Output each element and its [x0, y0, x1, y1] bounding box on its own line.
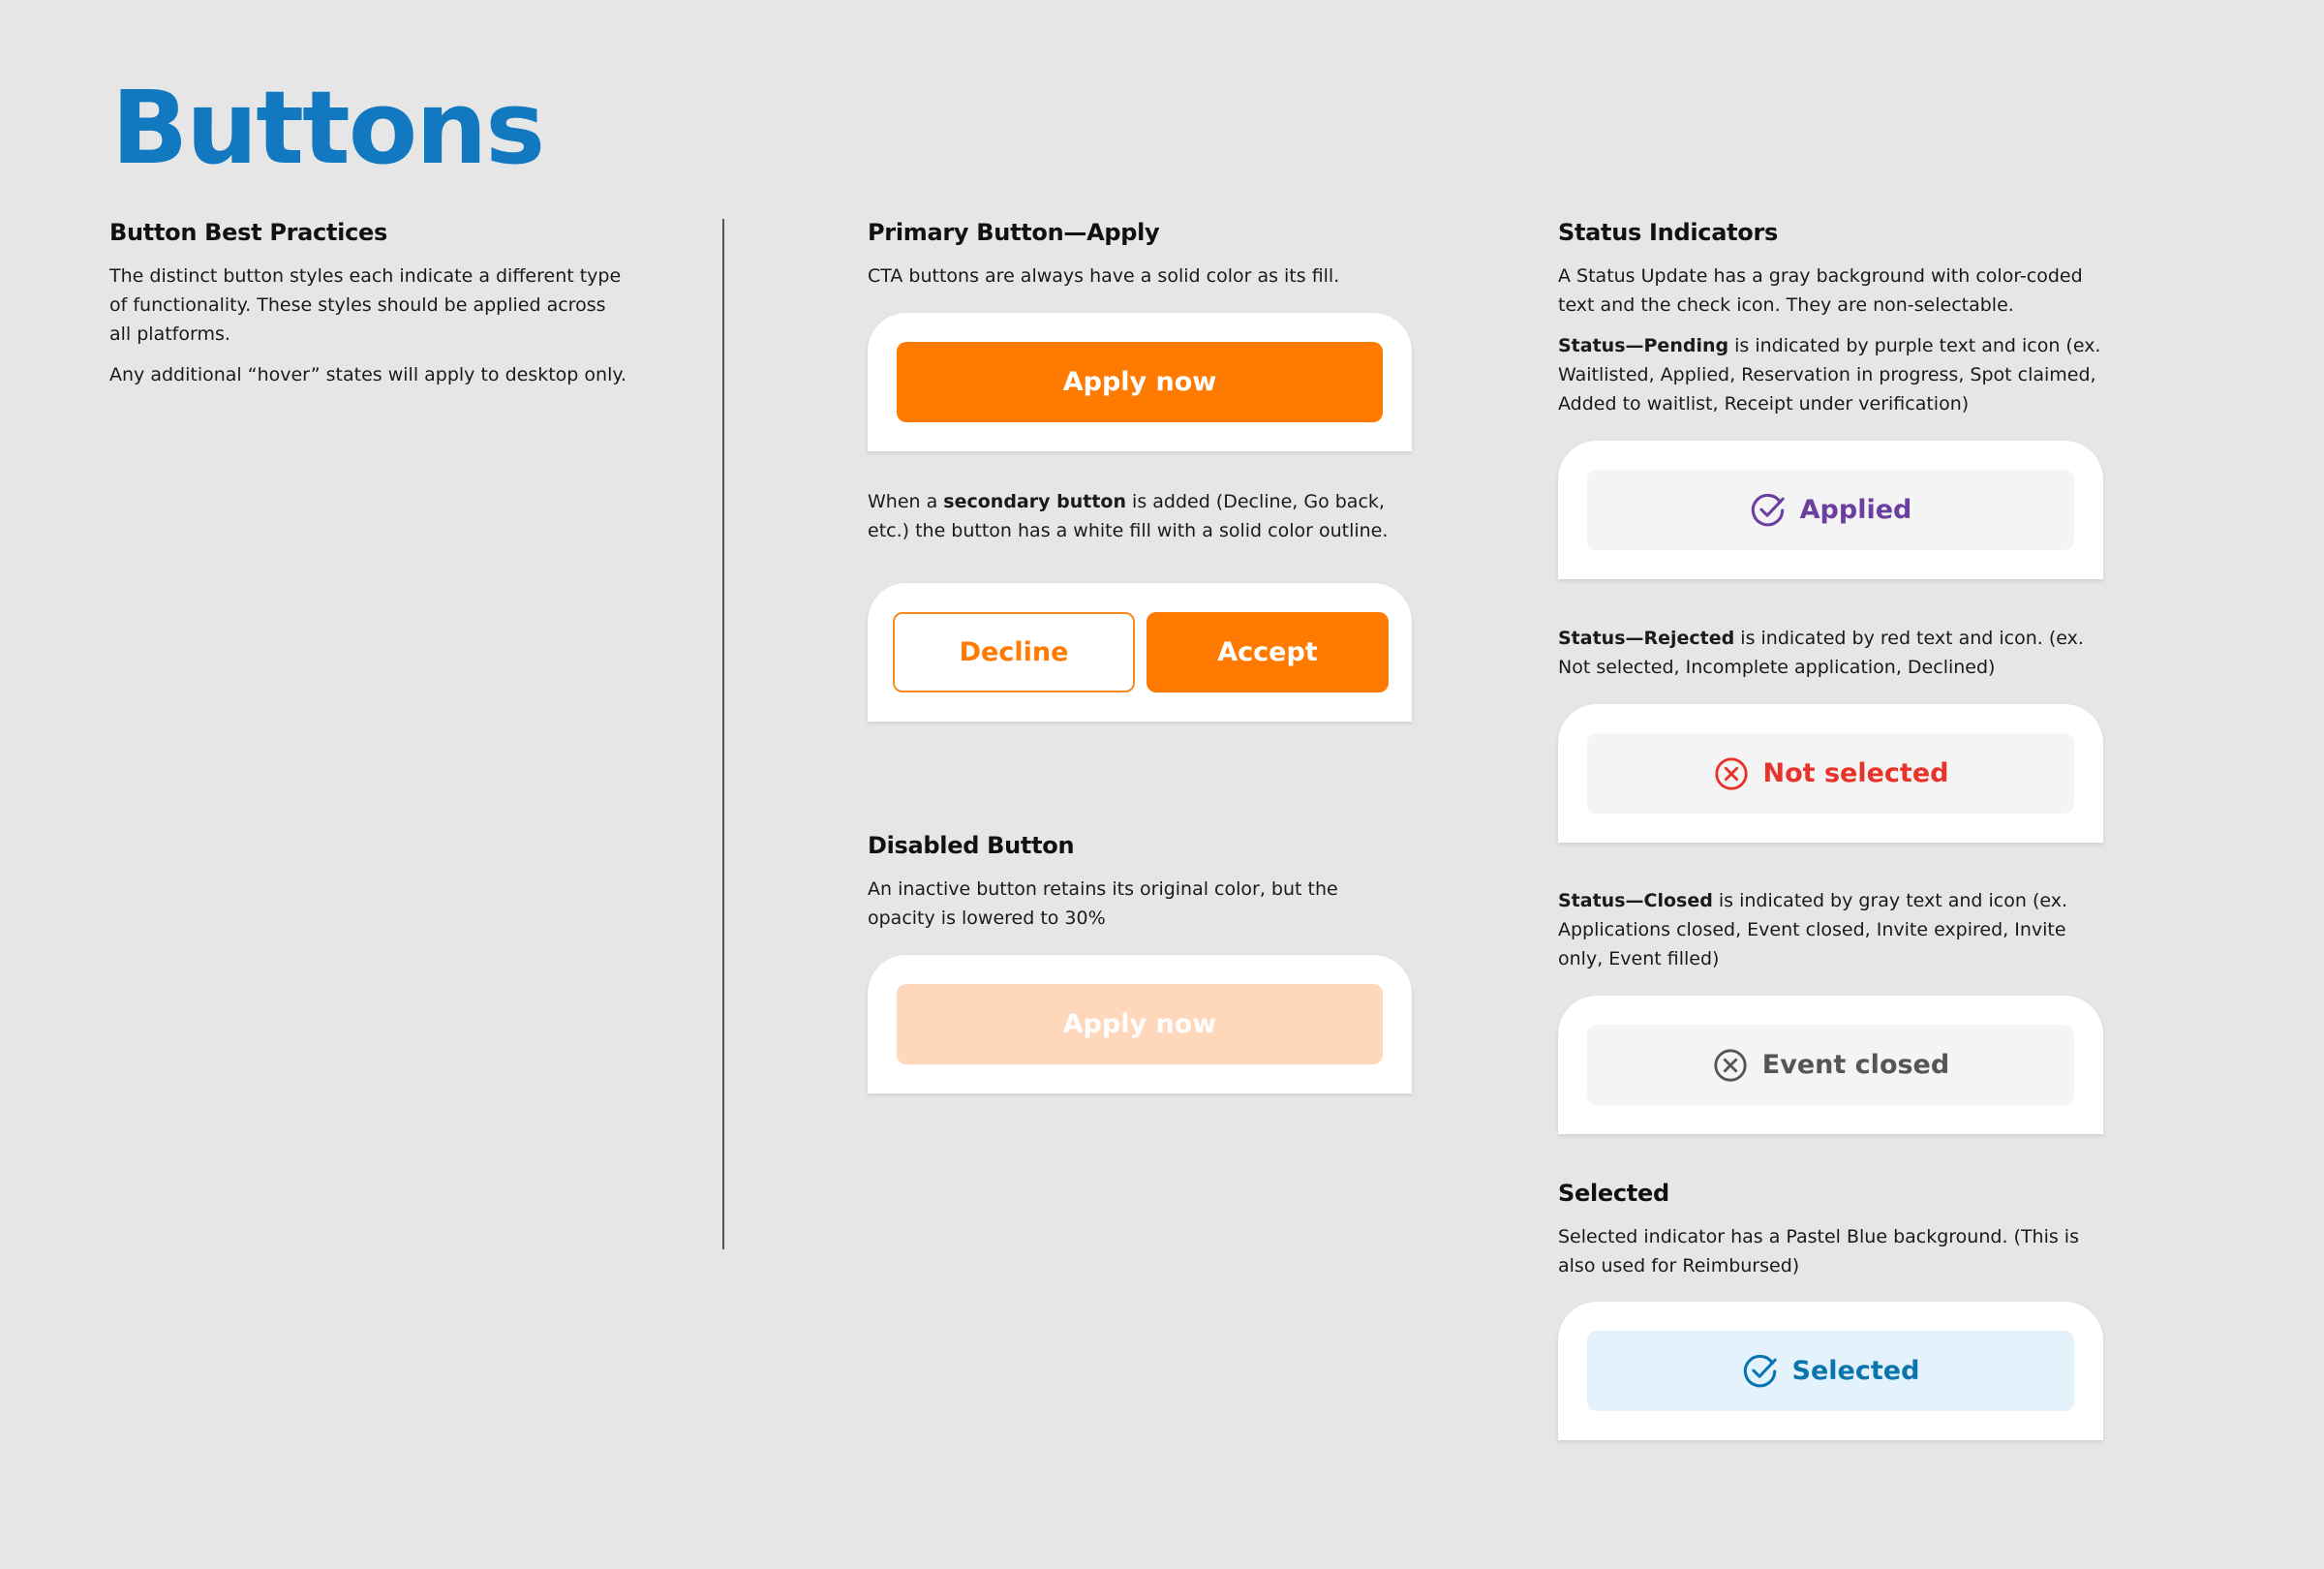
- x-circle-icon: [1713, 755, 1750, 792]
- apply-now-button[interactable]: Apply now: [897, 342, 1383, 422]
- hover-note-text: Any additional “hover” states will apply to desktop only.: [109, 364, 627, 385]
- status-not-selected-label: Not selected: [1762, 758, 1949, 788]
- status-applied-badge: [1587, 470, 2074, 550]
- status-closed-desc: Status—Closed is indicated by gray text and icon (ex. Applications closed, Event closed, Invite expired, Invite only, Event filled): [1558, 890, 2068, 969]
- selected-badge: [1587, 1331, 2074, 1411]
- status-event-closed-badge: [1587, 1025, 2074, 1105]
- selected-heading: Selected: [1558, 1180, 1669, 1207]
- disabled-button-heading: Disabled Button: [868, 832, 1075, 859]
- selected-card: [1558, 1302, 2103, 1440]
- primary-button-desc: CTA buttons are always have a solid color as its fill.: [868, 265, 1340, 287]
- check-circle-icon: [1742, 1353, 1779, 1390]
- accept-button[interactable]: Accept: [1147, 612, 1389, 692]
- disabled-button-card: [868, 955, 1412, 1093]
- decline-button[interactable]: Decline: [893, 612, 1135, 692]
- status-indicators-desc: A Status Update has a gray background with color-coded text and the check icon. They are non-selectable.: [1558, 265, 2083, 316]
- status-pending-desc: Status—Pending is indicated by purple text and icon (ex. Waitlisted, Applied, Reservation in progress, Spot claimed, Added to waitlist, Receipt under verification): [1558, 335, 2101, 415]
- status-pending-card: [1558, 441, 2103, 579]
- status-rejected-desc: Status—Rejected is indicated by red text and icon. (ex. Not selected, Incomplete application, Declined): [1558, 628, 2084, 678]
- status-event-closed-label: Event closed: [1761, 1050, 1950, 1080]
- status-rejected-card: [1558, 704, 2103, 843]
- status-not-selected-badge: [1587, 733, 2074, 814]
- secondary-button-desc: When a secondary button is added (Decline, Go back, etc.) the button has a white fill with a solid color outline.: [868, 491, 1389, 541]
- status-indicators-heading: Status Indicators: [1558, 219, 1778, 246]
- page-title: Buttons: [111, 69, 544, 187]
- check-circle-icon: [1750, 492, 1787, 529]
- disabled-button-desc: An inactive button retains its original color, but the opacity is lowered to 30%: [868, 878, 1338, 929]
- status-closed-card: [1558, 996, 2103, 1134]
- apply-now-disabled-button: Apply now: [897, 984, 1383, 1064]
- x-circle-icon: [1712, 1047, 1749, 1084]
- secondary-button-card: [868, 583, 1412, 722]
- selected-desc: Selected indicator has a Pastel Blue background. (This is also used for Reimbursed): [1558, 1226, 2079, 1277]
- status-applied-label: Applied: [1799, 495, 1912, 525]
- best-practices-heading: Button Best Practices: [109, 219, 387, 246]
- column-divider: [722, 219, 724, 1249]
- primary-button-heading: Primary Button—Apply: [868, 219, 1160, 246]
- primary-button-card: [868, 313, 1412, 451]
- selected-label: Selected: [1791, 1356, 1920, 1386]
- best-practices-text: The distinct button styles each indicate a different type of functionality. These styles should be applied across all platforms.: [109, 265, 622, 345]
